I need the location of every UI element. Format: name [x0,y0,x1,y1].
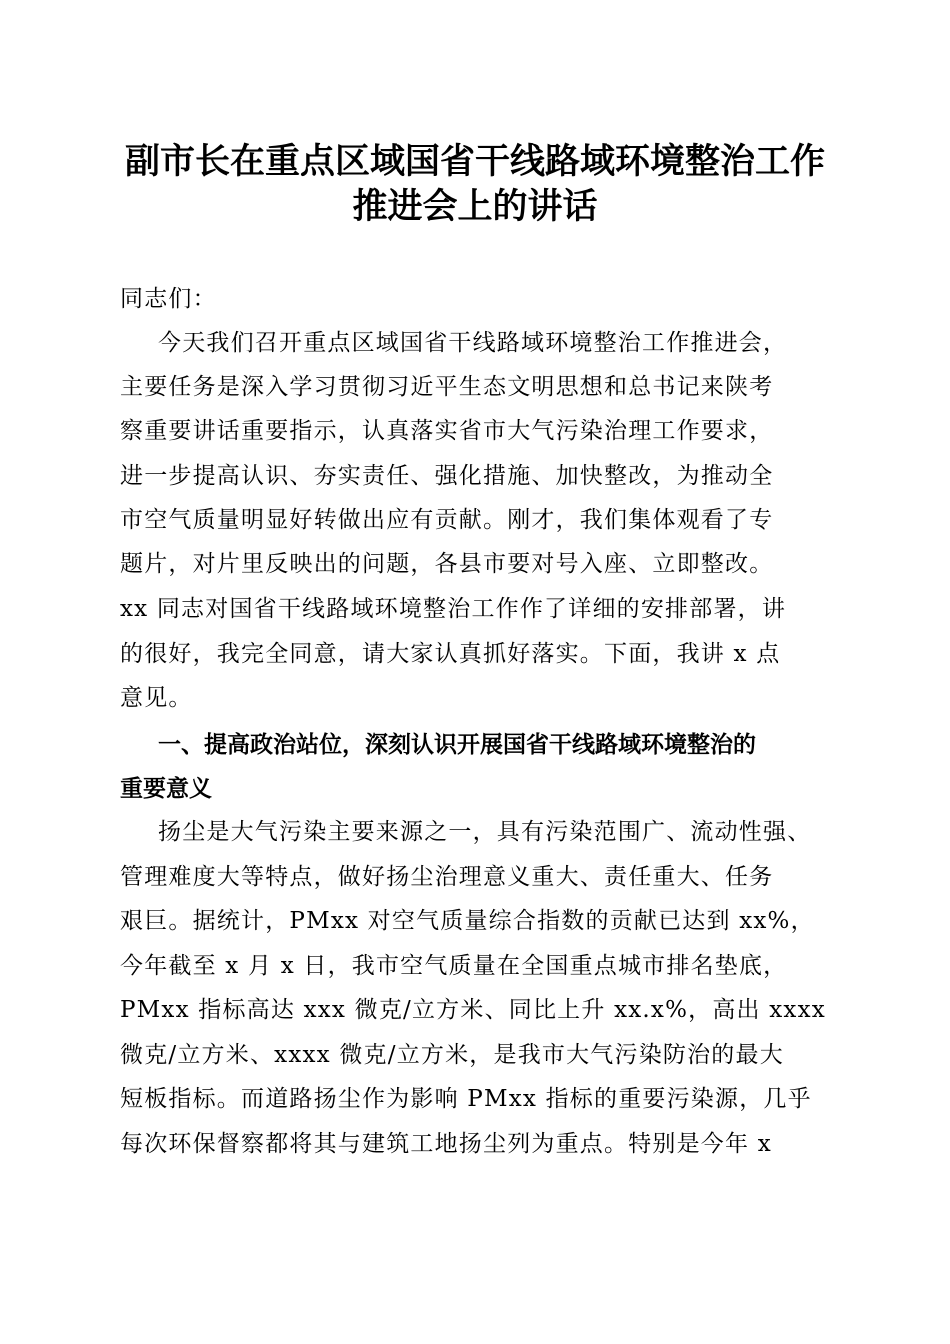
paragraph-2-line-8: 每次环保督察都将其与建筑工地扬尘列为重点。特别是今年 x [120,1131,772,1157]
paragraph-2-line-5: PMxx 指标高达 xxx 微克/立方米、同比上升 xx.x%，高出 xxxx [120,997,826,1023]
paragraph-1-line-3: 察重要讲话重要指示，认真落实省市大气污染治理工作要求， [120,418,774,444]
paragraph-2-line-4: 今年截至 x 月 x 日，我市空气质量在全国重点城市排名垫底， [120,953,788,979]
paragraph-2-line-7: 短板指标。而道路扬尘作为影响 PMxx 指标的重要污染源，几乎 [120,1086,812,1112]
paragraph-1-line-8: 的很好，我完全同意，请大家认真抓好落实。下面，我讲 x 点 [120,641,781,667]
document-title-line-1: 副市长在重点区域国省干线路域环境整治工作 [124,141,825,182]
section-heading-1-line-1: 一、提高政治站位，深刻认识开展国省干线路域环境整治的 [158,732,756,758]
paragraph-1-line-4: 进一步提高认识、夯实责任、强化措施、加快整改，为推动全 [120,463,774,489]
paragraph-1-line-9: 意见。 [120,685,193,711]
paragraph-2-line-3: 艰巨。据统计，PMxx 对空气质量综合指数的贡献已达到 xx%， [120,908,815,934]
document-title-line-2: 推进会上的讲话 [352,186,598,227]
paragraph-2-line-1: 扬尘是大气污染主要来源之一，具有污染范围广、流动性强、 [158,819,812,845]
paragraph-1-line-7: xx 同志对国省干线路域环境整治工作作了详细的安排部署，讲 [120,596,787,622]
paragraph-1-line-2: 主要任务是深入学习贯彻习近平生态文明思想和总书记来陕考 [120,374,774,400]
salutation: 同志们： [120,286,217,312]
paragraph-2-line-2: 管理难度大等特点，做好扬尘治理意义重大、责任重大、任务 [120,864,774,890]
paragraph-1-line-1: 今天我们召开重点区域国省干线路域环境整治工作推进会， [158,330,788,356]
paragraph-1-line-5: 市空气质量明显好转做出应有贡献。刚才，我们集体观看了专 [120,507,774,533]
section-heading-1-line-2: 重要意义 [120,776,212,802]
paragraph-1-line-6: 题片，对片里反映出的问题，各县市要对号入座、立即整改。 [120,551,774,577]
paragraph-2-line-6: 微克/立方米、xxxx 微克/立方米，是我市大气污染防治的最大 [120,1042,784,1068]
